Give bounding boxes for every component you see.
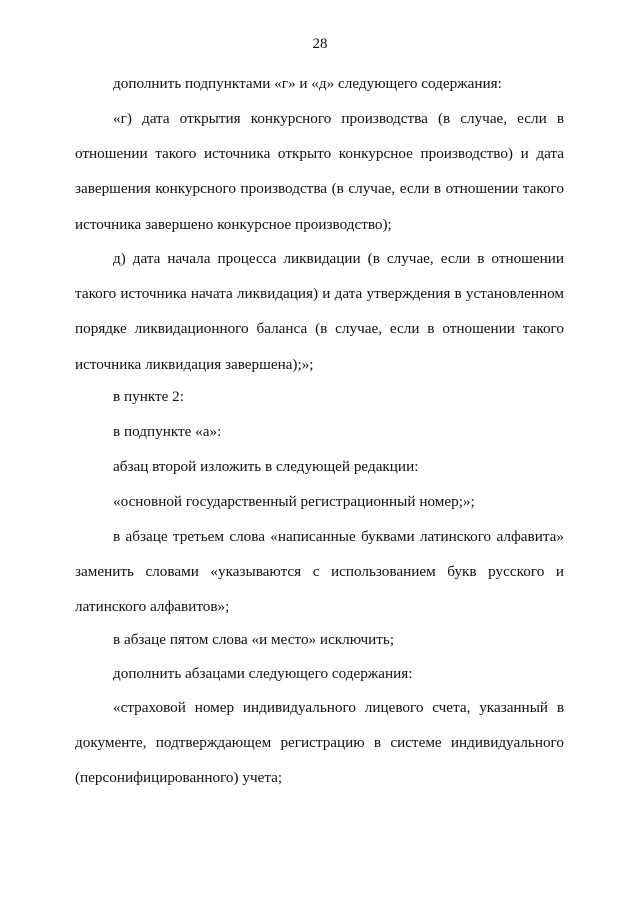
paragraph-6: абзац второй изложить в следующей редакции:	[113, 458, 419, 475]
paragraph-5: в подпункте «а»:	[113, 423, 222, 440]
paragraph-3: д) дата начала процесса ликвидации (в случае, если в отношении такого источника начата ликвидация) и дата утверждения в установленном порядке ликвидационного баланса (в случае, если в отношении такого источника ликвидация завершена);»;	[75, 250, 564, 373]
paragraph-7: «основной государственный регистрационный номер;»;	[113, 493, 475, 510]
paragraph-2: «г) дата открытия конкурсного производства (в случае, если в отношении такого источника открыто конкурсное производство) и дата завершения конкурсного производства (в случае, если в отношении такого источника завершено конкурсное производство);	[75, 110, 564, 233]
paragraph-10: дополнить абзацами следующего содержания:	[113, 665, 413, 682]
paragraph-9: в абзаце пятом слова «и место» исключить;	[113, 631, 395, 648]
paragraph-11: «страховой номер индивидуального лицевого счета, указанный в документе, подтверждающем регистрацию в системе индивидуального (персонифицированного) учета;	[75, 699, 564, 787]
paragraph-1: дополнить подпунктами «г» и «д» следующего содержания:	[113, 75, 502, 92]
paragraph-4: в пункте 2:	[113, 388, 184, 405]
page-number: 28	[312, 36, 328, 52]
paragraph-8: в абзаце третьем слова «написанные буквами латинского алфавита» заменить словами «указываются с использованием букв русского и латинского алфавитов»;	[75, 528, 564, 616]
